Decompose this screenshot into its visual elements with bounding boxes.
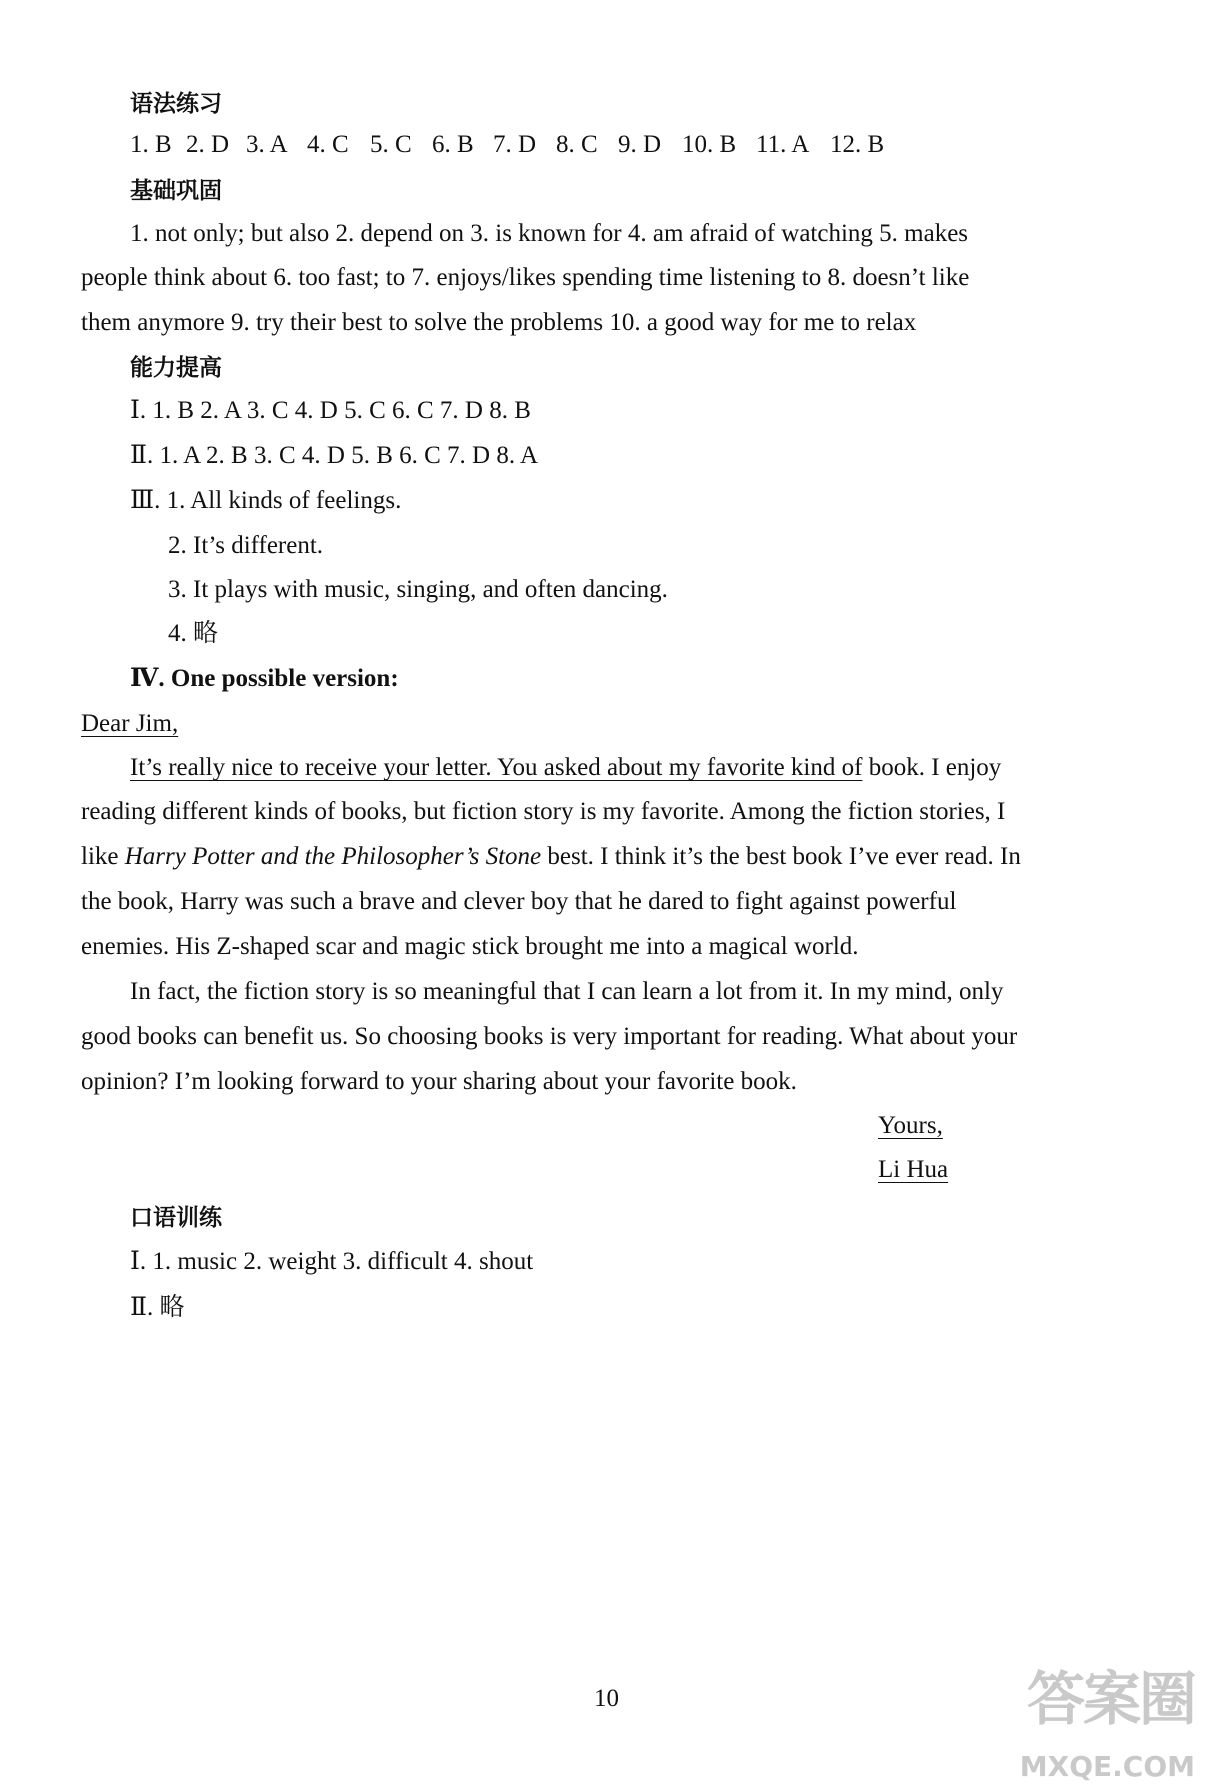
page-number: 10: [594, 1685, 619, 1712]
basics-line-3: them anymore 9. try their best to solve the problems 10. a good way for me to relax: [81, 309, 917, 336]
letter-paragraph-1-line-3: [81, 841, 1021, 873]
grammar-heading: 语法练习: [130, 91, 222, 117]
letter-text: best. I think it’s the best book I’ve ever read. In: [541, 843, 1021, 870]
basics-line-2: people think about 6. too fast; to 7. enjoys/likes spending time listening to 8. doesn’t like: [81, 264, 970, 291]
watermark-url: MXQE.COM: [1019, 1750, 1195, 1783]
ability-part-2: Ⅱ. 1. A 2. B 3. C 4. D 5. B 6. C 7. D 8. A: [130, 442, 539, 469]
letter-underlined-sentence: It’s really nice to receive your letter. You asked about my favorite kind of: [130, 754, 863, 781]
ability-heading: 能力提高: [130, 355, 222, 381]
ability-part-3-item-2: 2. It’s different.: [168, 532, 324, 559]
ability-part-3-item-3: 3. It plays with music, singing, and often dancing.: [168, 576, 668, 603]
letter-salutation: Dear Jim,: [81, 710, 179, 737]
letter-paragraph-2-line-3: opinion? I’m looking forward to your sharing about your favorite book.: [81, 1068, 797, 1095]
letter-paragraph-2-line-2: good books can benefit us. So choosing books is very important for reading. What about your: [81, 1023, 1018, 1050]
grammar-answer: 9. D: [618, 131, 662, 158]
ability-part-3-item-4: 4. 略: [168, 620, 219, 647]
grammar-answer: 5. C: [370, 131, 412, 158]
grammar-answer: 11. A: [756, 131, 810, 158]
ability-part-3-item-1: Ⅲ. 1. All kinds of feelings.: [130, 487, 402, 514]
watermark-logo: 答案圈: [1026, 1665, 1195, 1733]
grammar-answer: 7. D: [493, 131, 537, 158]
grammar-answer: 12. B: [830, 131, 885, 158]
letter-paragraph-1-line-5: enemies. His Z-shaped scar and magic stick brought me into a magical world.: [81, 933, 859, 960]
letter-line-rest: book. I enjoy: [862, 754, 1002, 781]
speaking-part-2: Ⅱ. 略: [130, 1294, 185, 1321]
letter-paragraph-1-line-1: [130, 752, 1001, 784]
basics-heading: 基础巩固: [130, 178, 222, 204]
letter-paragraph-1-line-4: the book, Harry was such a brave and clever boy that he dared to fight against powerful: [81, 888, 957, 915]
speaking-heading: 口语训练: [130, 1205, 222, 1231]
grammar-answer: 4. C: [307, 131, 349, 158]
grammar-answer: 6. B: [432, 131, 474, 158]
basics-line-1: 1. not only; but also 2. depend on 3. is known for 4. am afraid of watching 5. makes: [130, 220, 969, 247]
book-title: Harry Potter and the Philosopher’s Stone: [124, 843, 542, 870]
grammar-answer: 8. C: [556, 131, 598, 158]
letter-closing: Yours,: [878, 1112, 943, 1139]
site-watermark: [1005, 1664, 1195, 1784]
grammar-answer: 3. A: [246, 131, 288, 158]
grammar-answer: 1. B: [130, 131, 172, 158]
letter-paragraph-2-line-1: In fact, the fiction story is so meaningful that I can learn a lot from it. In my mind, only: [130, 978, 1004, 1005]
speaking-part-1: Ⅰ. 1. music 2. weight 3. difficult 4. shout: [130, 1248, 534, 1275]
letter-paragraph-1-line-2: reading different kinds of books, but fiction story is my favorite. Among the fiction stories, I: [81, 798, 1006, 825]
grammar-answer: 2. D: [186, 131, 230, 158]
ability-part-1: Ⅰ. 1. B 2. A 3. C 4. D 5. C 6. C 7. D 8. B: [130, 397, 531, 424]
letter-signature: Li Hua: [878, 1156, 949, 1183]
ability-part-4-label: Ⅳ. One possible version:: [130, 665, 399, 692]
grammar-answer: 10. B: [682, 131, 737, 158]
letter-text: like: [81, 843, 125, 870]
